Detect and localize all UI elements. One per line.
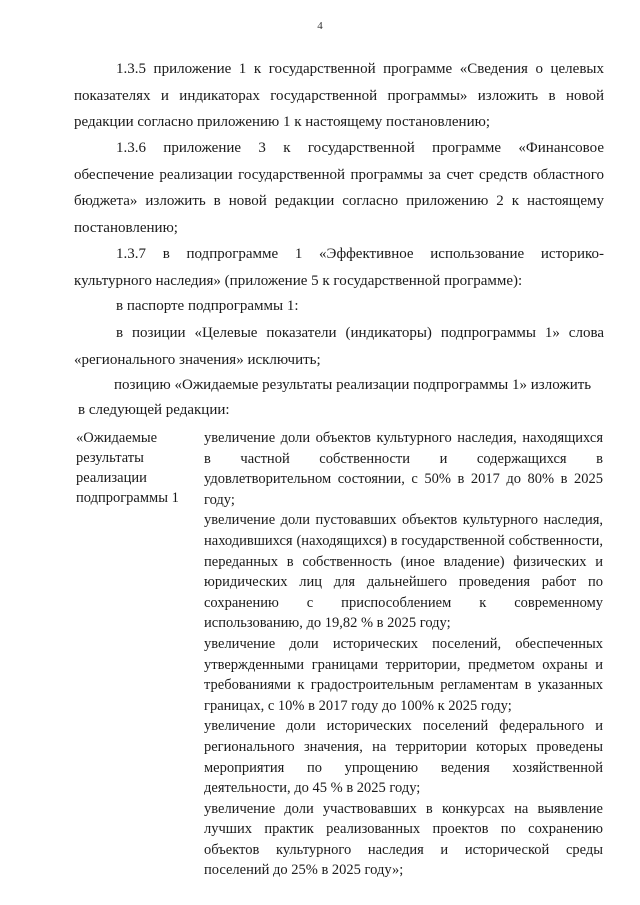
paragraph-1-3-7: 1.3.7 в подпрограмме 1 «Эффективное использование историко-культурного наследия» (приложение 5 к государственной программе): bbox=[74, 246, 604, 289]
list-item: увеличение доли объектов культурного наследия, находящихся в частной собственности и содержащихся в удовлетворительном состоянии, с 50% в 2017 до 80% в 2025 году; bbox=[204, 430, 603, 508]
paragraph-passport: в паспорте подпрограммы 1: bbox=[116, 298, 299, 314]
list-item: увеличение доли исторических поселений федерального и регионального значения, на территории которых проведены мероприятия по упрощению ведения хозяйственной деятельности, до 45 % в 2025 году; bbox=[204, 718, 603, 797]
paragraph-1-3-6: 1.3.6 приложение 3 к государственной программе «Финансовое обеспечение реализации государственной программы за счет средств областного бюджета» изложить в новой редакции согласно приложению 2 к настоящему постановлению; bbox=[74, 140, 604, 236]
paragraph-indicators-position: в позиции «Целевые показатели (индикаторы) подпрограммы 1» слова «регионального значения» исключить; bbox=[74, 325, 604, 368]
list-item: увеличение доли участвовавших в конкурсах на выявление лучших практик реализованных проектов по сохранению объектов культурного наследия и исторической среды поселений до 25% в 2025 году»; bbox=[204, 800, 603, 879]
paragraph-following-edition: в следующей редакции: bbox=[78, 402, 230, 418]
table-row-label: «Ожидаемые результаты реализации подпрограммы 1 bbox=[76, 430, 179, 506]
page-number: 4 bbox=[317, 20, 323, 32]
paragraph-expected-results-position: позицию «Ожидаемые результаты реализации подпрограммы 1» изложить bbox=[114, 377, 592, 393]
list-item: увеличение доли исторических поселений, обеспеченных утвержденными границами территории, предметом охраны и требованиями к градостроительным регламентам в указанных границах, с 10% в 2017 году до 100% к 2025 году; bbox=[204, 635, 603, 714]
paragraph-1-3-5: 1.3.5 приложение 1 к государственной программе «Сведения о целевых показателях и индикаторах государственной программы» изложить в новой редакции согласно приложению 1 к настоящему постановлению; bbox=[74, 61, 604, 130]
list-item: увеличение доли пустовавших объектов культурного наследия, находившихся (находящихся) в государственной собственности, переданных в собственность (иное владение) физических и юридических лиц для дальнейшего проведения работ по сохранению с приспособлением к современному использованию, до 19,82 % в 2025 году; bbox=[204, 512, 603, 632]
table-row-content bbox=[204, 428, 603, 881]
